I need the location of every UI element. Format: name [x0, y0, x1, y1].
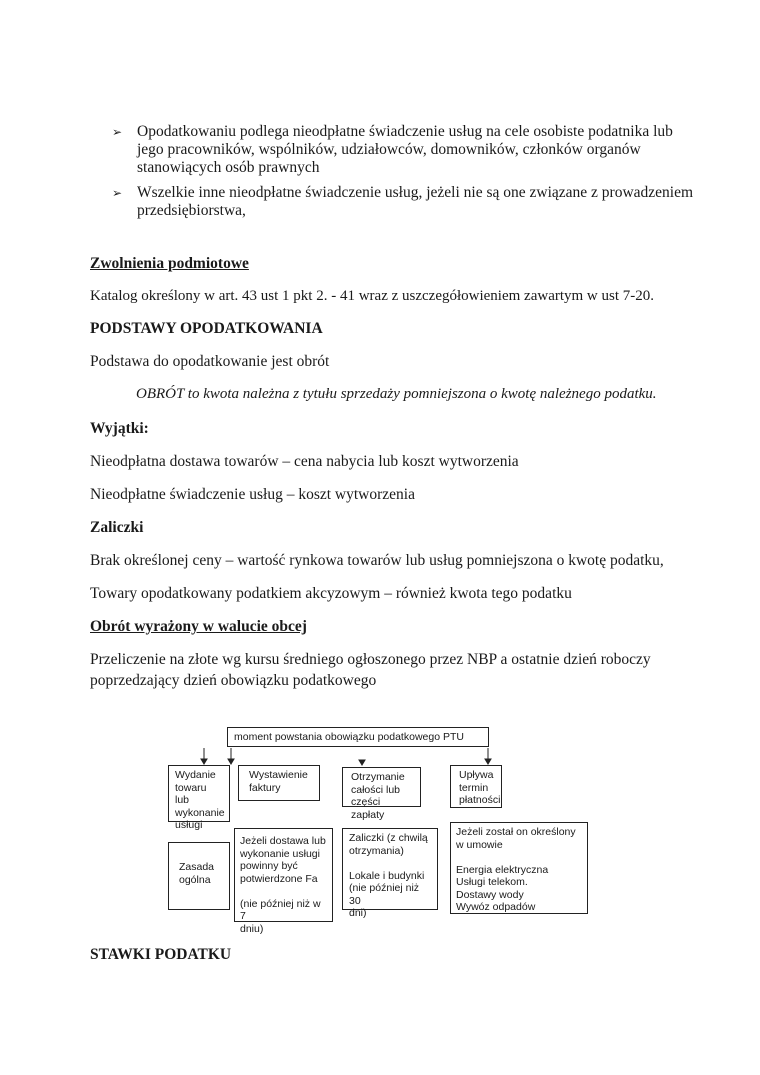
otrzymanie-box: Otrzymanie całości lub części zapłaty: [342, 767, 421, 807]
zaliczki-heading: Zaliczki: [90, 519, 144, 536]
arrowhead-icon: [485, 759, 491, 764]
zwolnienia-heading: Zwolnienia podmiotowe: [90, 255, 249, 272]
arrowhead-icon: [228, 759, 234, 764]
arrowhead-icon: [201, 759, 207, 764]
zwolnienia-text: Katalog określony w art. 43 ust 1 pkt 2. - 41 wraz z uszczegółowieniem zawartym w ust 7-20.: [90, 288, 655, 304]
dostawa-fa-box: Jeżeli dostawa lub wykonanie usługi powinny być potwierdzone Fa (nie później niż w 7 dniu): [234, 828, 333, 922]
arrowhead-bullet-icon: ➢: [112, 186, 123, 200]
wystawienie-box: Wystawienie faktury: [238, 765, 320, 801]
bullet-text: Wszelkie inne nieodpłatne świadczenie usług, jeżeli nie są one związane z prowadzeniem przedsiębiorstwa,: [137, 184, 694, 219]
zaliczki-item: Brak określonej ceny – wartość rynkowa towarów lub usług pomniejszona o kwotę podatku,: [90, 552, 664, 569]
waluta-heading: Obrót wyrażony w walucie obcej: [90, 618, 307, 635]
wyjatki-item: Nieodpłatne świadczenie usług – koszt wytworzenia: [90, 486, 415, 503]
waluta-text: Przeliczenie na złote wg kursu średniego ogłoszonego przez NBP a ostatnie dzień roboczy poprzedzający dzień obowiązku podatkowego: [90, 651, 651, 689]
umowa-box: Jeżeli został on określony w umowie Energia elektryczna Usługi telekom. Dostawy wody Wywóz odpadów: [450, 822, 588, 914]
wydanie-box: Wydanie towaru lub wykonanie usługi: [168, 765, 230, 822]
arrowhead-icon: [359, 760, 365, 765]
arrowhead-bullet-icon: ➢: [112, 125, 123, 139]
wyjatki-heading: Wyjątki:: [90, 420, 149, 437]
zaliczki-box: Zaliczki (z chwilą otrzymania) Lokale i budynki (nie później niż 30 dni): [342, 828, 438, 910]
bullet-text: Opodatkowaniu podlega nieodpłatne świadczenie usług na cele osobiste podatnika lub jego pracowników, wspólników, udziałowców, domowników, członków organów stanowiących osób prawnych: [137, 123, 673, 176]
stawki-heading: STAWKI PODATKU: [90, 946, 232, 963]
diagram-title-box: moment powstania obowiązku podatkowego PTU: [227, 727, 489, 747]
podstawy-heading: PODSTAWY OPODATKOWANIA: [90, 320, 323, 337]
uplywa-box: Upływa termin płatności: [450, 765, 502, 808]
podstawa-text: Podstawa do opodatkowanie jest obrót: [90, 353, 330, 370]
zaliczki-item: Towary opodatkowany podatkiem akcyzowym – również kwota tego podatku: [90, 585, 572, 602]
zasada-ogolna-box: Zasada ogólna: [168, 842, 230, 910]
obrot-definition: OBRÓT to kwota należna z tytułu sprzedaży pomniejszona o kwotę należnego podatku.: [136, 386, 657, 402]
wyjatki-item: Nieodpłatna dostawa towarów – cena nabycia lub koszt wytworzenia: [90, 453, 519, 470]
